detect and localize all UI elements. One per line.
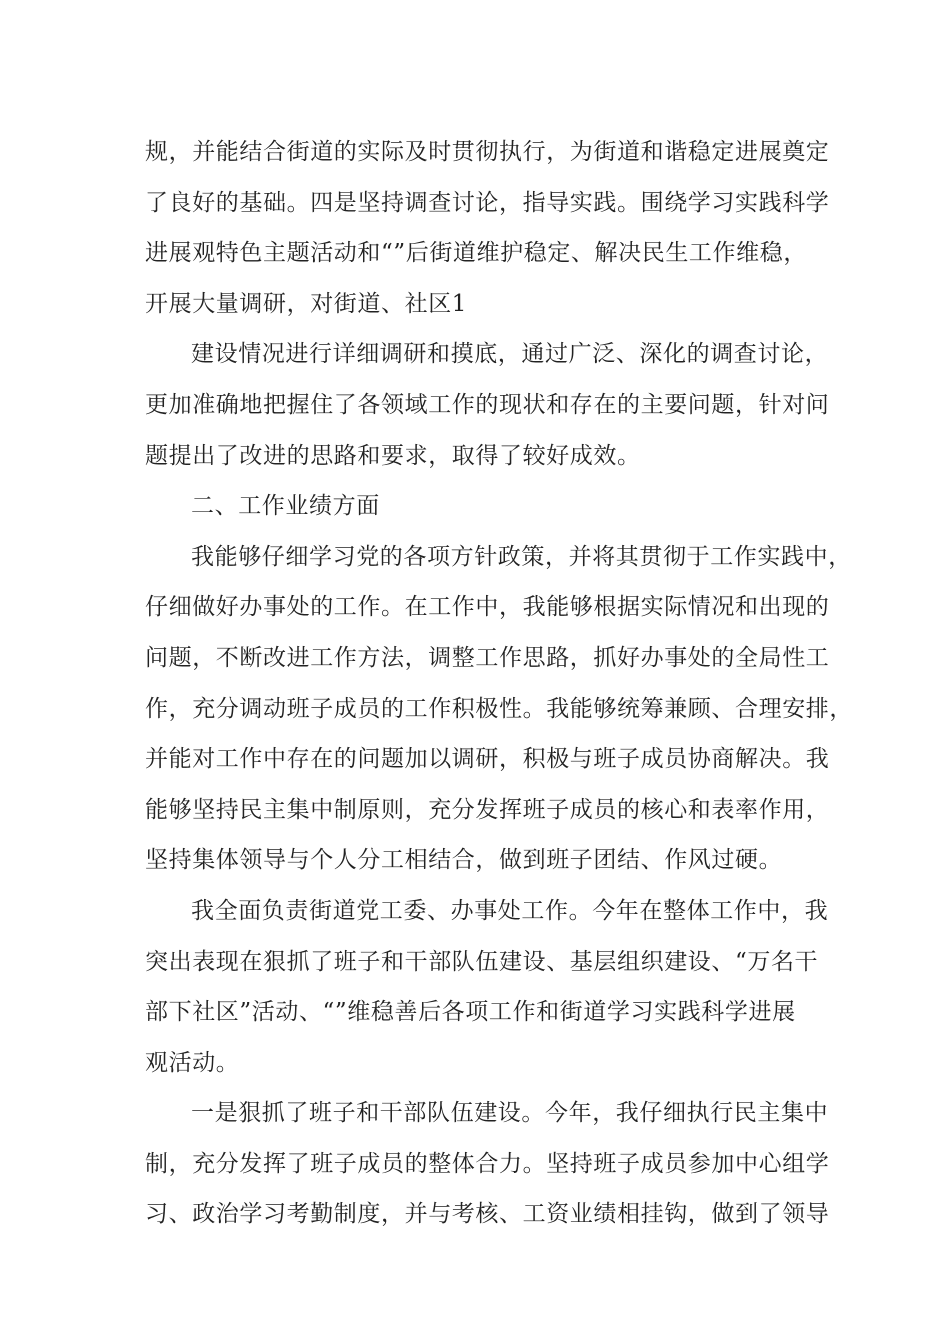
text-line: 观活动。 (145, 1049, 240, 1076)
text-line: 制，充分发挥了班子成员的整体合力。坚持班子成员参加中心组学 (145, 1150, 830, 1177)
text-line: 一是狠抓了班子和干部队伍建设。今年，我仔细执行民主集中 (191, 1100, 829, 1127)
text-line: 进展观特色主题活动和“”后街道维护稳定、解决民生工作维稳， (145, 240, 807, 267)
paragraph-4 (145, 532, 853, 886)
text-line: 更加准确地把握住了各领域工作的现状和存在的主要问题，针对问 (145, 391, 830, 418)
text-line: 我全面负责街道党工委、办事处工作。今年在整体工作中，我 (191, 897, 829, 924)
text-line: 仔细做好办事处的工作。在工作中，我能够根据实际情况和出现的 (145, 594, 830, 621)
paragraph-6 (145, 1088, 830, 1240)
text-line: 能够坚持民主集中制原则，充分发挥班子成员的核心和表率作用， (145, 796, 830, 823)
paragraph-2 (145, 329, 830, 481)
text-line: 作，充分调动班子成员的工作积极性。我能够统筹兼顾、合理安排， (145, 695, 853, 722)
text-line: 部下社区”活动、“”维稳善后各项工作和街道学习实践科学进展 (145, 999, 796, 1026)
text-line: 我能够仔细学习党的各项方针政策，并将其贯彻于工作实践中， (191, 543, 852, 570)
section-heading (145, 481, 810, 532)
paragraph-1 (145, 127, 830, 329)
text-line: 了良好的基础。四是坚持调查讨论，指导实践。围绕学习实践科学 (145, 189, 830, 216)
document-body (145, 127, 853, 1240)
text-line: 规，并能结合街道的实际及时贯彻执行，为街道和谐稳定进展奠定 (145, 139, 830, 165)
text-line: 问题，不断改进工作方法，调整工作思路，抓好办事处的全局性工 (145, 644, 830, 671)
text-line: 题提出了改进的思路和要求，取得了较好成效。 (145, 442, 641, 469)
text-line: 习、政治学习考勤制度，并与考核、工资业绩相挂钩，做到了领导 (145, 1201, 830, 1228)
text-line: 并能对工作中存在的问题加以调研，积极与班子成员协商解决。我 (145, 746, 830, 773)
paragraph-5 (145, 886, 829, 1088)
text-line: 坚持集体领导与个人分工相结合，做到班子团结、作风过硬。 (145, 847, 783, 874)
text-line: 建设情况进行详细调研和摸底，通过广泛、深化的调查讨论， (191, 341, 829, 368)
text-line: 突出表现在狠抓了班子和干部队伍建设、基层组织建设、“万名干 (145, 948, 819, 975)
heading-text: 二、工作业绩方面 (191, 493, 380, 520)
text-line: 开展大量调研，对街道、社区1 (145, 290, 468, 317)
